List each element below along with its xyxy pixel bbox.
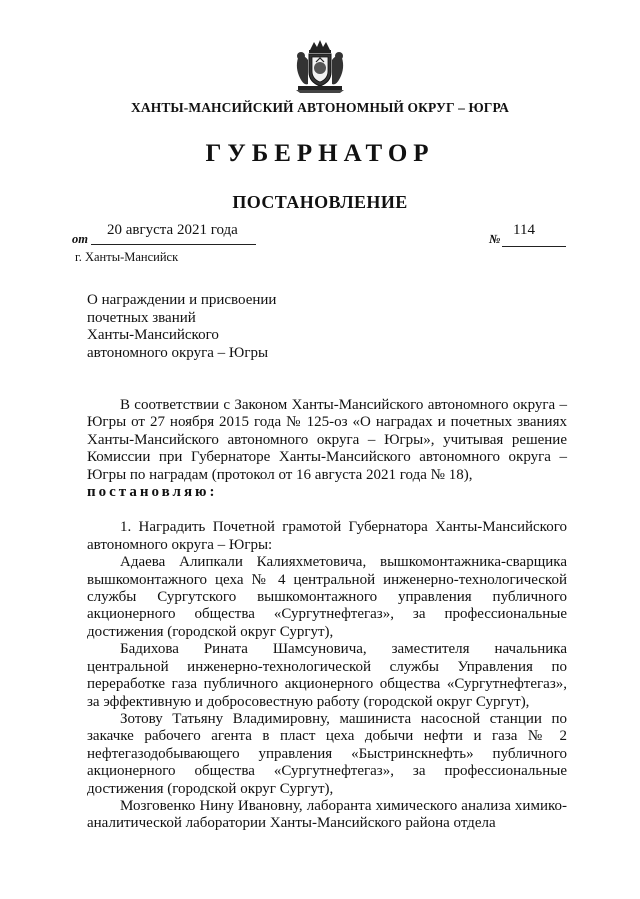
awardee-paragraph: Бадихова Рината Шамсуновича, заместителя начальника центральной инженерно-технологической службы Управления по переработке газа публичного акционерного общества «Сургутнефтегаз», за эффективную и добросовестную работу (городской округ Сургут), [87,641,567,710]
awardee-paragraph: Мозговенко Нину Ивановну, лаборанта химического анализа химико-аналитической лаборатории Ханты-Мансийского района отдела [87,797,567,832]
decree-body [87,397,567,833]
governor-heading: ГУБЕРНАТОР [205,140,435,167]
coat-of-arms-icon [292,38,348,94]
region-name: ХАНТЫ-МАНСИЙСКИЙ АВТОНОМНЫЙ ОКРУГ – ЮГРА [131,100,509,115]
subject-line: Ханты-Мансийского [87,327,219,343]
date-prefix: от [72,232,88,246]
decree-number: 114 [513,222,535,238]
date-underline [91,244,256,245]
resolve-word: постановляю: [87,484,218,501]
subject-line: автономного округа – Югры [87,344,269,361]
number-underline [502,246,566,247]
number-prefix: № [489,232,501,246]
decree-date: 20 августа 2021 года [107,222,238,238]
preamble-paragraph: В соответствии с Законом Ханты-Мансийского автономного округа – Югры от 27 ноября 2015 года № 125-оз «О наградах и почетных званиях Ханты-Мансийского автономного округа – Югры», учитывая решение Комиссии при Губернаторе Ханты-Мансийского автономного округа – Югры по наградам (протокол от 16 августа 2021 года № 18), [87,397,567,483]
awardee-paragraph: Адаева Алипкали Калияхметовича, вышкомонтажника-сварщика вышкомонтажного цеха № 4 центральной инженерно-технологической службы Сургутского вышкомонтажного управления публичного акционерного общества «Сургутнефтегаз», за профессиональные достижения (городской округ Сургут), [87,554,567,640]
date-number-row [72,222,572,252]
decree-subject [87,292,276,362]
subject-line: О награждении и присвоении [87,292,277,308]
awardee-paragraph: Зотову Татьяну Владимировну, машиниста насосной станции по закачке рабочего агента в пласт цеха добычи нефти и газа № 2 нефтегазодобывающего управления «Быстринскнефть» публичного акционерного общества «Сургутнефтегаз», за профессиональные достижения (городской округ Сургут), [87,710,567,797]
city: г. Ханты-Мансийск [75,250,179,264]
decree-title: ПОСТАНОВЛЕНИЕ [232,192,408,212]
item-1-heading: 1. Наградить Почетной грамотой Губернатора Ханты-Мансийского автономного округа – Югры: [87,519,567,553]
subject-line: почетных званий [87,309,196,326]
